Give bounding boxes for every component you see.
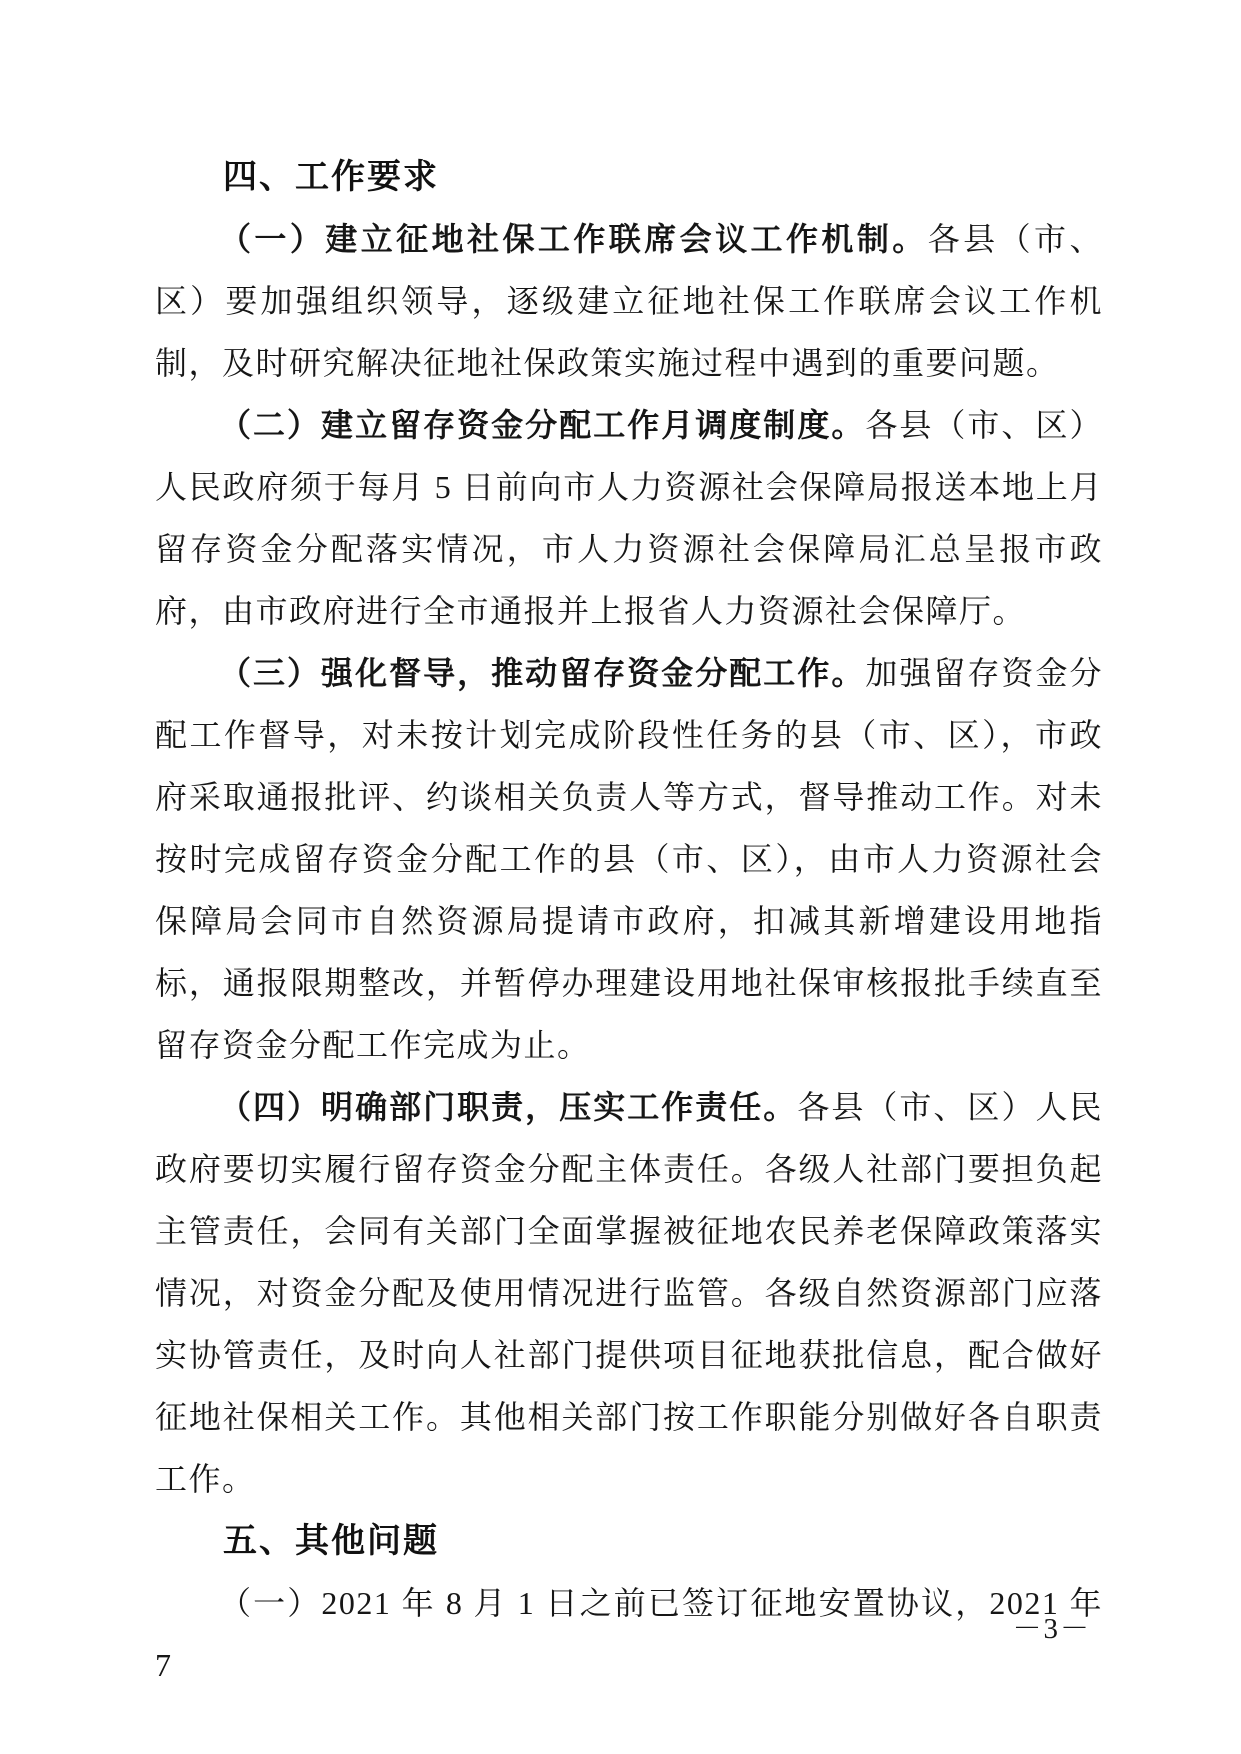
paragraph-text: 各县（市、区）人民政府须于每月 5 日前向市人力资源社会保障局报送本地上月留存资金分配落实情况，市人力资源社会保障局汇总呈报市政府，由市政府进行全市通报并上报省人力资源社会保障厅。: [155, 407, 1103, 629]
paragraph-joint-meeting-mechanism: [155, 208, 1103, 394]
paragraph-other-issues-item1: [155, 1572, 1103, 1696]
paragraph-text: 加强留存资金分配工作督导，对未按计划完成阶段性任务的县（市、区），市政府采取通报批评、约谈相关负责人等方式，督导推动工作。对未按时完成留存资金分配工作的县（市、区），由市人力资源社会保障局会同市自然资源局提请市政府，扣减其新增建设用地指标，通报限期整改，并暂停办理建设用地社保审核报批手续直至留存资金分配工作完成为止。: [155, 655, 1103, 1063]
paragraph-text: 各县（市、区）要加强组织领导，逐级建立征地社保工作联席会议工作机制，及时研究解决征地社保政策实施过程中遇到的重要问题。: [155, 221, 1103, 381]
paragraph-department-responsibilities: [155, 1076, 1103, 1510]
paragraph-text: （一）2021 年 8 月 1 日之前已签订征地安置协议，2021 年 7: [155, 1585, 1103, 1683]
document-body: [155, 146, 1103, 1696]
paragraph-text: 各县（市、区）人民政府要切实履行留存资金分配主体责任。各级人社部门要担负起主管责任，会同有关部门全面掌握被征地农民养老保障政策落实情况，对资金分配及使用情况进行监管。各级自然资源部门应落实协管责任，及时向人社部门提供项目征地获批信息，配合做好征地社保相关工作。其他相关部门按工作职能分别做好各自职责工作。: [155, 1089, 1103, 1497]
section-heading-work-requirements: 四、工作要求: [223, 158, 439, 196]
paragraph-lead: （三）强化督导，推动留存资金分配工作。: [219, 655, 866, 691]
paragraph-lead: （一）建立征地社保工作联席会议工作机制。: [219, 221, 928, 257]
paragraph-lead: （二）建立留存资金分配工作月调度制度。: [219, 407, 866, 443]
paragraph-strengthen-supervision: [155, 642, 1103, 1076]
paragraph-lead: （四）明确部门职责，压实工作责任。: [219, 1089, 798, 1125]
paragraph-monthly-dispatch-system: [155, 394, 1103, 642]
section-heading-other-issues: 五、其他问题: [223, 1522, 439, 1560]
page-number: －3－: [1012, 1613, 1091, 1645]
